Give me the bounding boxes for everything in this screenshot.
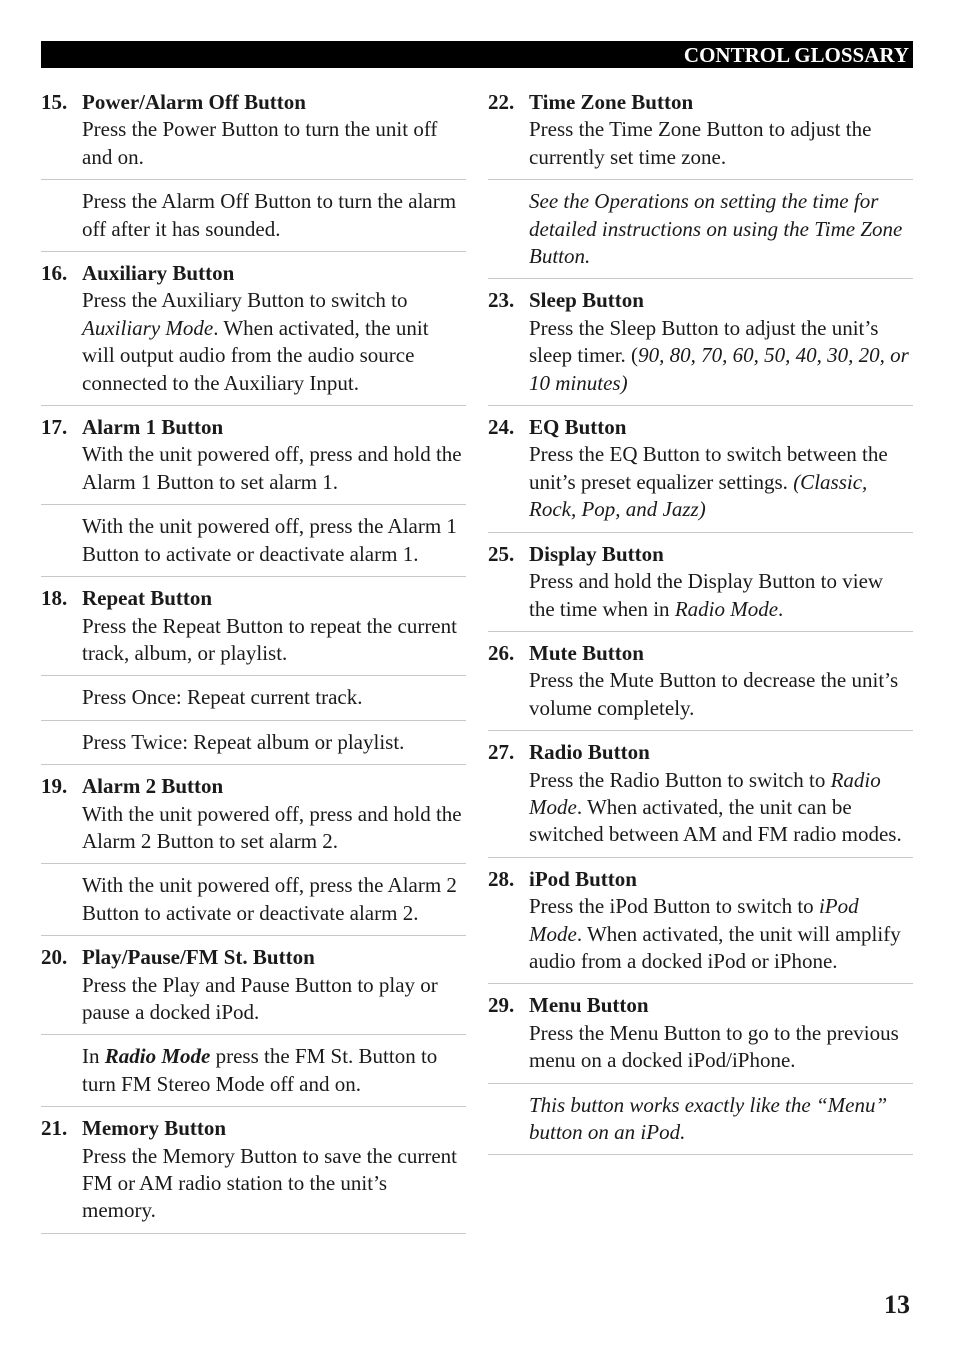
entry-title: Alarm 1 Button: [82, 415, 224, 440]
page-number: 13: [884, 1290, 910, 1319]
entry-17: [41, 406, 466, 577]
header-bar: [41, 41, 913, 68]
entry-title: EQ Button: [529, 415, 627, 440]
entry-22: [488, 86, 913, 279]
entry-number: 27.: [488, 740, 515, 765]
text-run: . When activated, the unit will amplify audio from a docked iPod or iPhone.: [529, 921, 901, 973]
entry-title: iPod Button: [529, 866, 637, 891]
glossary-left-column: [41, 86, 466, 1234]
text-run: press the FM St. Button to turn FM Stereo Mode off and on.: [82, 1044, 438, 1096]
entry-note: Press Once: Repeat current track.: [82, 685, 363, 710]
text-run: .: [778, 596, 784, 621]
entry-number: 20.: [41, 945, 68, 970]
entry-title: Alarm 2 Button: [82, 774, 224, 799]
entry-title: Play/Pause/FM St. Button: [82, 945, 315, 970]
eq-options: (Classic, Rock, Pop, and Jazz): [529, 469, 868, 522]
text-run: In: [82, 1044, 105, 1069]
entry-title: Display Button: [529, 541, 664, 566]
entry-note: With the unit powered off, press the Alarm 1 Button to activate or deactivate alarm 1.: [82, 514, 457, 566]
entry-29: [488, 984, 913, 1155]
entry-description: Press the Mute Button to decrease the unit’s volume completely.: [529, 668, 899, 720]
entry-description: [41, 287, 466, 397]
entry-note: [41, 1043, 466, 1098]
entry-15: [41, 86, 466, 252]
mode-name: iPod Mode: [529, 894, 859, 946]
entry-description: Press the Repeat Button to repeat the current track, album, or playlist.: [82, 613, 457, 665]
entry-24: [488, 406, 913, 533]
entry-18: [41, 577, 466, 765]
entry-note: This button works exactly like the “Menu” button on an iPod.: [529, 1092, 888, 1144]
entry-description: Press the Memory Button to save the current FM or AM radio station to the unit’s memory.: [82, 1143, 458, 1223]
entry-19: [41, 765, 466, 936]
entry-description: Press the Play and Pause Button to play or pause a docked iPod.: [82, 972, 438, 1024]
entry-title: Radio Button: [529, 740, 650, 765]
entry-description: Press the Time Zone Button to adjust the currently set time zone.: [529, 117, 872, 169]
entry-number: 15.: [41, 90, 68, 114]
text-run: . When activated, the unit will output audio from the audio source connected to the Auxiliary Input.: [82, 315, 429, 395]
section-title: CONTROL GLOSSARY: [683, 43, 909, 67]
entry-number: 23.: [488, 288, 515, 313]
entry-note: Press the Alarm Off Button to turn the alarm off after it has sounded.: [82, 189, 457, 241]
text-run: Press the Radio Button to switch to: [529, 767, 831, 792]
entry-28: [488, 858, 913, 985]
entry-description: With the unit powered off, press and hold the Alarm 2 Button to set alarm 2.: [82, 801, 462, 853]
text-run: . When activated, the unit can be switched between AM and FM radio modes.: [529, 794, 902, 847]
entry-description: [488, 767, 913, 849]
entry-title: Memory Button: [82, 1116, 227, 1141]
entry-note: With the unit powered off, press the Alarm 2 Button to activate or deactivate alarm 2.: [82, 873, 457, 925]
text-run: Press the iPod Button to switch to: [529, 894, 819, 919]
entry-title: Time Zone Button: [529, 90, 694, 114]
entry-description: Press the Menu Button to go to the previous menu on a docked iPod/iPhone.: [529, 1020, 899, 1073]
entry-number: 25.: [488, 541, 515, 566]
mode-name: Radio Mode: [674, 596, 779, 621]
entry-note: Press Twice: Repeat album or playlist.: [82, 729, 405, 754]
entry-number: 17.: [41, 415, 68, 440]
entry-21: [41, 1107, 466, 1234]
glossary-right-column: [488, 86, 913, 1155]
entry-27: [488, 731, 913, 858]
text-run: Press the Auxiliary Button to switch to: [82, 288, 408, 313]
entry-number: 26.: [488, 640, 515, 665]
entry-16: [41, 252, 466, 406]
text-run: Press the EQ Button to switch between the unit’s preset equalizer settings.: [529, 442, 888, 494]
entry-number: 22.: [488, 90, 515, 114]
entry-number: 28.: [488, 866, 515, 891]
entry-title: Repeat Button: [82, 586, 213, 611]
timer-options: 90, 80, 70, 60, 50, 40, 30, 20, or 10 minutes): [529, 343, 909, 395]
entry-number: 19.: [41, 774, 68, 799]
entry-title: Auxiliary Button: [82, 261, 235, 286]
entry-number: 24.: [488, 415, 515, 440]
entry-description: [488, 315, 913, 397]
text-run: Press and hold the Display Button to view the time when in: [529, 569, 884, 621]
entry-23: [488, 279, 913, 406]
entry-20: [41, 936, 466, 1107]
entry-title: Sleep Button: [529, 288, 644, 313]
entry-title: Power/Alarm Off Button: [82, 90, 306, 114]
entry-description: [488, 568, 913, 623]
entry-description: With the unit powered off, press and hold the Alarm 1 Button to set alarm 1.: [82, 442, 462, 494]
entry-number: 29.: [488, 993, 515, 1018]
entry-note: See the Operations on setting the time for detailed instructions on using the Time Zone Button.: [529, 189, 903, 269]
entry-number: 16.: [41, 261, 68, 286]
entry-number: 18.: [41, 586, 68, 611]
entry-description: Press the Power Button to turn the unit off and on.: [82, 117, 438, 169]
entry-number: 21.: [41, 1116, 68, 1141]
entry-26: [488, 632, 913, 731]
mode-name: Radio Mode: [104, 1044, 211, 1069]
entry-title: Mute Button: [529, 640, 644, 665]
entry-25: [488, 533, 913, 632]
entry-title: Menu Button: [529, 993, 649, 1018]
entry-description: [488, 893, 913, 975]
entry-description: [488, 441, 913, 523]
mode-name: Auxiliary Mode: [82, 315, 214, 340]
mode-name: Radio Mode: [529, 767, 881, 819]
text-run: Press the Sleep Button to adjust the unit’s sleep timer. (: [529, 315, 879, 368]
